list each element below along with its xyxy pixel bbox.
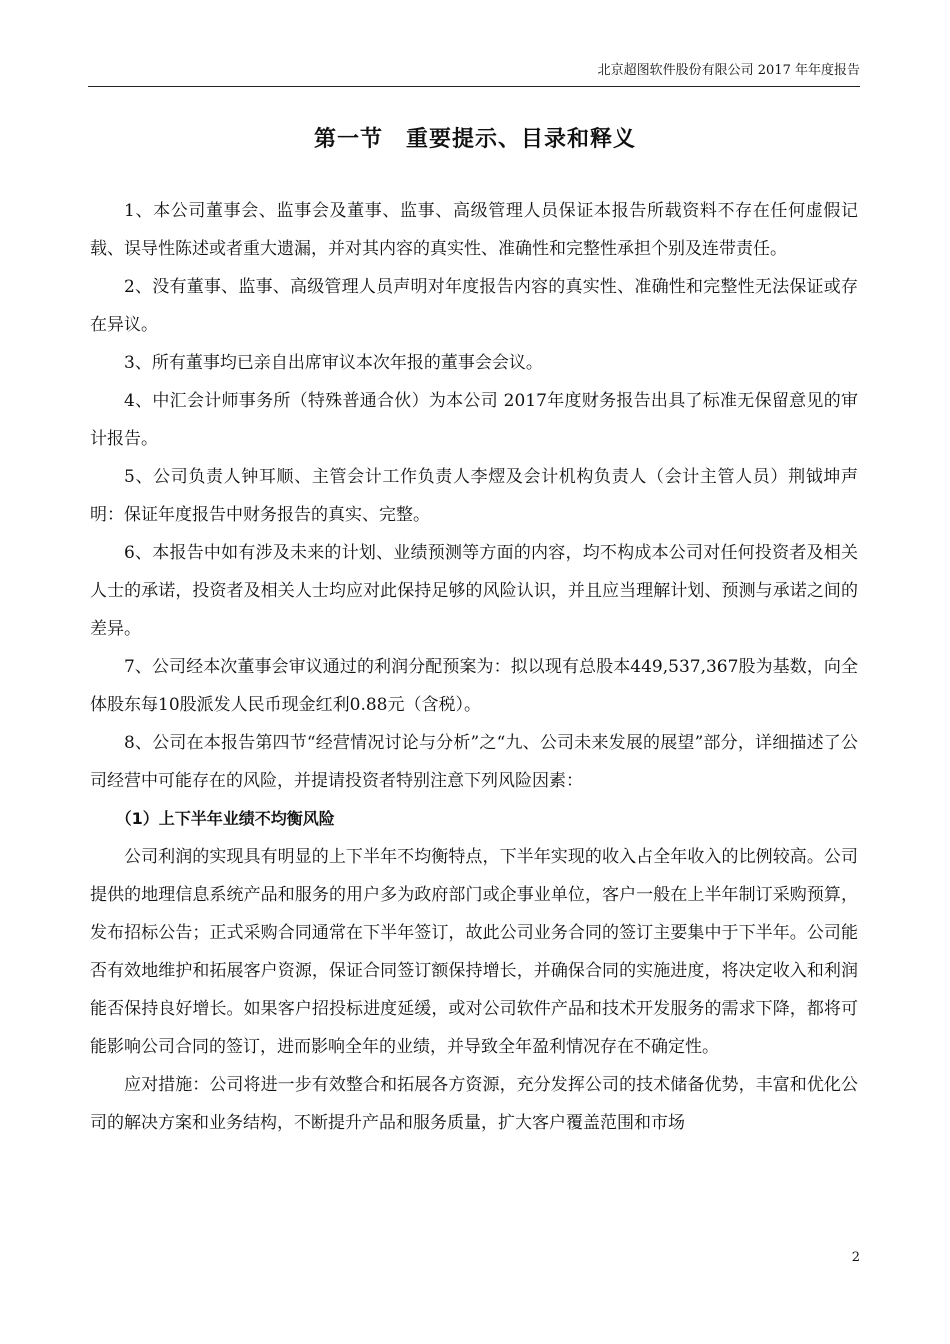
running-header: 北京超图软件股份有限公司 2017 年年度报告 xyxy=(597,63,860,78)
page-number: 2 xyxy=(851,1250,860,1265)
notice-paragraph-2: 2、没有董事、监事、高级管理人员声明对年度报告内容的真实性、准确性和完整性无法保证或存在异议。 xyxy=(90,277,858,335)
risk-paragraph-2: 应对措施：公司将进一步有效整合和拓展各方资源，充分发挥公司的技术储备优势，丰富和优化公司的解决方案和业务结构，不断提升产品和服务质量，扩大客户覆盖范围和市场 xyxy=(90,1075,858,1133)
risk-heading: （1）上下半年业绩不均衡风险 xyxy=(115,809,335,828)
notice-paragraph-3: 3、所有董事均已亲自出席审议本次年报的董事会会议。 xyxy=(124,353,543,373)
notice-paragraph-8: 8、公司在本报告第四节“经营情况讨论与分析”之“九、公司未来发展的展望”部分，详细描述了公司经营中可能存在的风险，并提请投资者特别注意下列风险因素： xyxy=(90,733,858,791)
notice-paragraph-5: 5、公司负责人钟耳顺、主管会计工作负责人李熤及会计机构负责人（会计主管人员）荆钺坤声明：保证年度报告中财务报告的真实、完整。 xyxy=(90,467,858,525)
risk-paragraph-1: 公司利润的实现具有明显的上下半年不均衡特点，下半年实现的收入占全年收入的比例较高。公司提供的地理信息系统产品和服务的用户多为政府部门或企事业单位，客户一般在上半年制订采购预算，发布招标公告；正式采购合同通常在下半年签订，故此公司业务合同的签订主要集中于下半年。公司能否有效地维护和拓展客户资源，保证合同签订额保持增长，并确保合同的实施进度，将决定收入和利润能否保持良好增长。如果客户招投标进度延缓，或对公司软件产品和技术开发服务的需求下降，都将可能影响公司合同的签订，进而影响全年的业绩，并导致全年盈利情况存在不确定性。 xyxy=(90,847,858,1057)
section-title: 第一节 重要提示、目录和释义 xyxy=(313,127,636,152)
notice-paragraph-1: 1、本公司董事会、监事会及董事、监事、高级管理人员保证本报告所载资料不存在任何虚假记载、误导性陈述或者重大遗漏，并对其内容的真实性、准确性和完整性承担个别及连带责任。 xyxy=(90,201,858,259)
document-body xyxy=(90,192,858,1142)
notice-paragraph-4: 4、中汇会计师事务所（特殊普通合伙）为本公司 2017年度财务报告出具了标准无保留意见的审计报告。 xyxy=(90,391,858,449)
notice-paragraph-6: 6、本报告中如有涉及未来的计划、业绩预测等方面的内容，均不构成本公司对任何投资者及相关人士的承诺，投资者及相关人士均应对此保持足够的风险认识，并且应当理解计划、预测与承诺之间的差异。 xyxy=(90,543,858,639)
notice-paragraph-7: 7、公司经本次董事会审议通过的利润分配预案为：拟以现有总股本449,537,367股为基数，向全体股东每10股派发人民币现金红利0.88元（含税）。 xyxy=(90,657,858,715)
header-divider xyxy=(88,86,860,87)
